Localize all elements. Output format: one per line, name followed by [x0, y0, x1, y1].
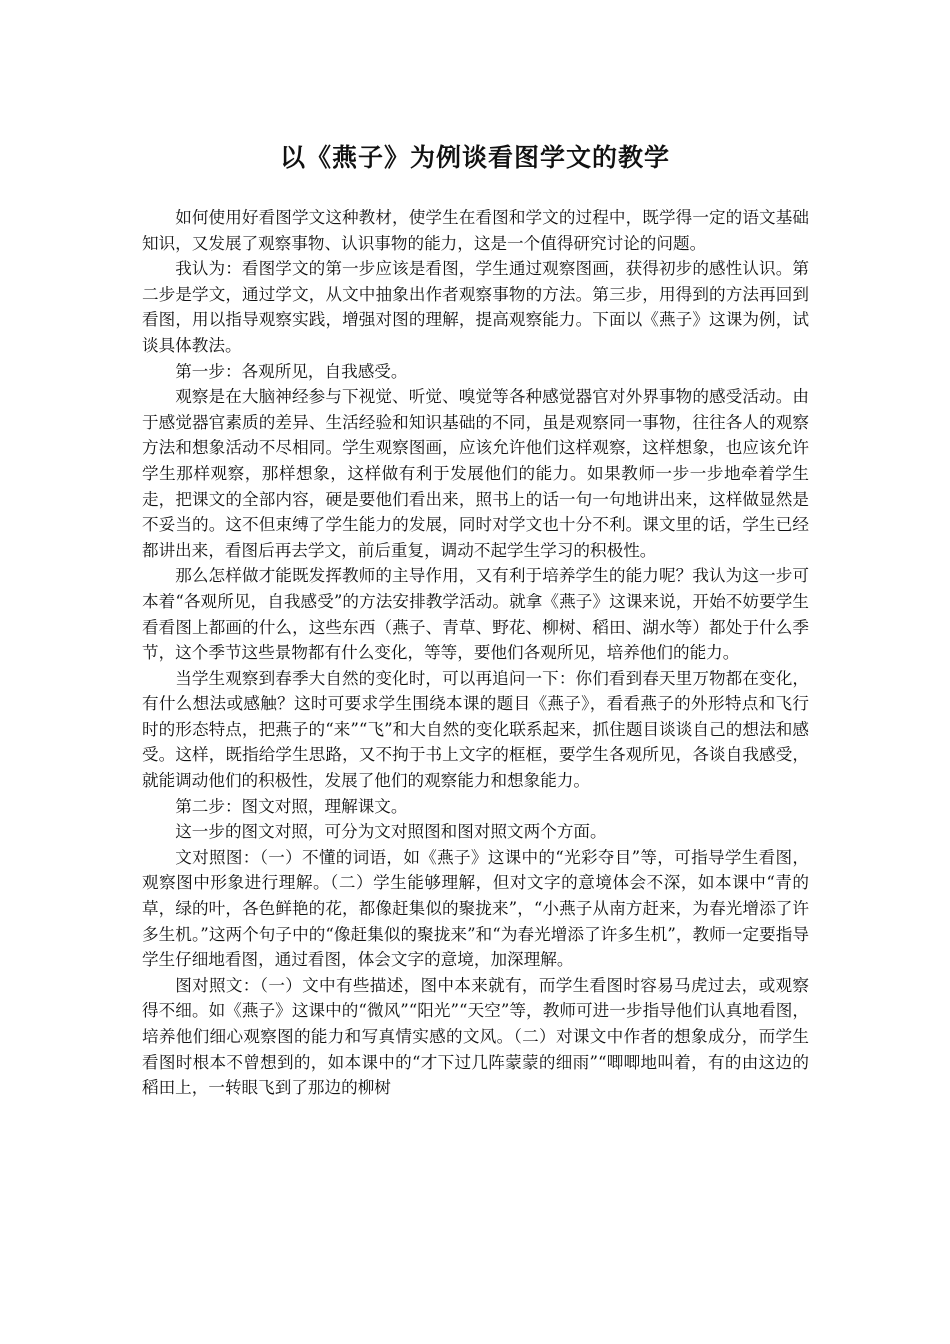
paragraph-spring: 当学生观察到春季大自然的变化时，可以再追问一下：你们看到春天里万物都在变化，有什么想法或感触？这时可要求学生围绕本课的题目《燕子》，看看燕子的外形特点和飞行时的形态特点，把燕子的“来”“飞”和大自然的变化联系起来，抓住题目谈谈自己的想法和感受。这样，既指给学生思路，又不拘于书上文字的框框，要学生各观所见，各谈自我感受，就能调动他们的积极性，发展了他们的观察能力和想象能力。 — [142, 668, 809, 791]
paragraph-step-two-heading: 第二步：图文对照，理解课文。 — [175, 796, 408, 816]
paragraph-method: 那么怎样做才能既发挥教师的主导作用，又有利于培养学生的能力呢？我认为这一步可本着“各观所见，自我感受”的方法安排教学活动。就拿《燕子》这课来说，开始不妨要学生看看图上都画的什么，这些东西（燕子、青草、野花、柳树、稻田、湖水等）都处于什么季节，这个季节这些景物都有什么变化，等等，要他们各观所见，培养他们的能力。 — [142, 566, 809, 663]
document-body — [142, 205, 809, 1101]
document-title: 以《燕子》为例谈看图学文的教学 — [279, 143, 670, 172]
paragraph-step-one-heading: 第一步：各观所见，自我感受。 — [175, 361, 408, 381]
paragraph-text-to-picture: 文对照图：（一）不懂的词语，如《燕子》这课中的“光彩夺目”等，可指导学生看图，观察图中形象进行理解。（二）学生能够理解，但对文字的意境体会不深，如本课中“青的草，绿的叶，各色鲜艳的花，都像赶集似的聚拢来”，“小燕子从南方赶来，为春光增添了许多生机。”这两个句子中的“像赶集似的聚拢来”和“为春光增添了许多生机”，教师一定要指导学生仔细地看图，通过看图，体会文字的意境，加深理解。 — [142, 847, 809, 970]
paragraph-picture-to-text: 图对照文：（一）文中有些描述，图中本来就有，而学生看图时容易马虎过去，或观察得不细。如《燕子》这课中的“微风”“阳光”“天空”等，教师可进一步指导他们认真地看图，培养他们细心观察图的能力和写真情实感的文风。（二）对课文中作者的想象成分，而学生看图时根本不曾想到的，如本课中的“才下过几阵蒙蒙的细雨”“唧唧地叫着，有的由这边的稻田上，一转眼飞到了那边的柳树 — [142, 975, 809, 1098]
paragraph-observation: 观察是在大脑神经参与下视觉、听觉、嗅觉等各种感觉器官对外界事物的感受活动。由于感觉器官素质的差异、生活经验和知识基础的不同，虽是观察同一事物，往往各人的观察方法和想象活动不尽相同。学生观察图画，应该允许他们这样观察，这样想象，也应该允许学生那样观察，那样想象，这样做有利于发展他们的能力。如果教师一步一步地牵着学生走，把课文的全部内容，硬是要他们看出来，照书上的话一句一句地讲出来，这样做显然是不妥当的。这不但束缚了学生能力的发展，同时对学文也十分不利。课文里的话，学生已经都讲出来，看图后再去学文，前后重复，调动不起学生学习的积极性。 — [142, 387, 809, 560]
paragraph-comparison: 这一步的图文对照，可分为文对照图和图对照文两个方面。 — [175, 822, 607, 842]
paragraph-intro: 如何使用好看图学文这种教材，使学生在看图和学文的过程中，既学得一定的语文基础知识，又发展了观察事物、认识事物的能力，这是一个值得研究讨论的问题。 — [142, 208, 809, 253]
paragraph-opinion: 我认为：看图学文的第一步应该是看图，学生通过观察图画，获得初步的感性认识。第二步是学文，通过学文，从文中抽象出作者观察事物的方法。第三步，用得到的方法再回到看图，用以指导观察实践，增强对图的理解，提高观察能力。下面以《燕子》这课为例，试谈具体教法。 — [142, 259, 809, 355]
